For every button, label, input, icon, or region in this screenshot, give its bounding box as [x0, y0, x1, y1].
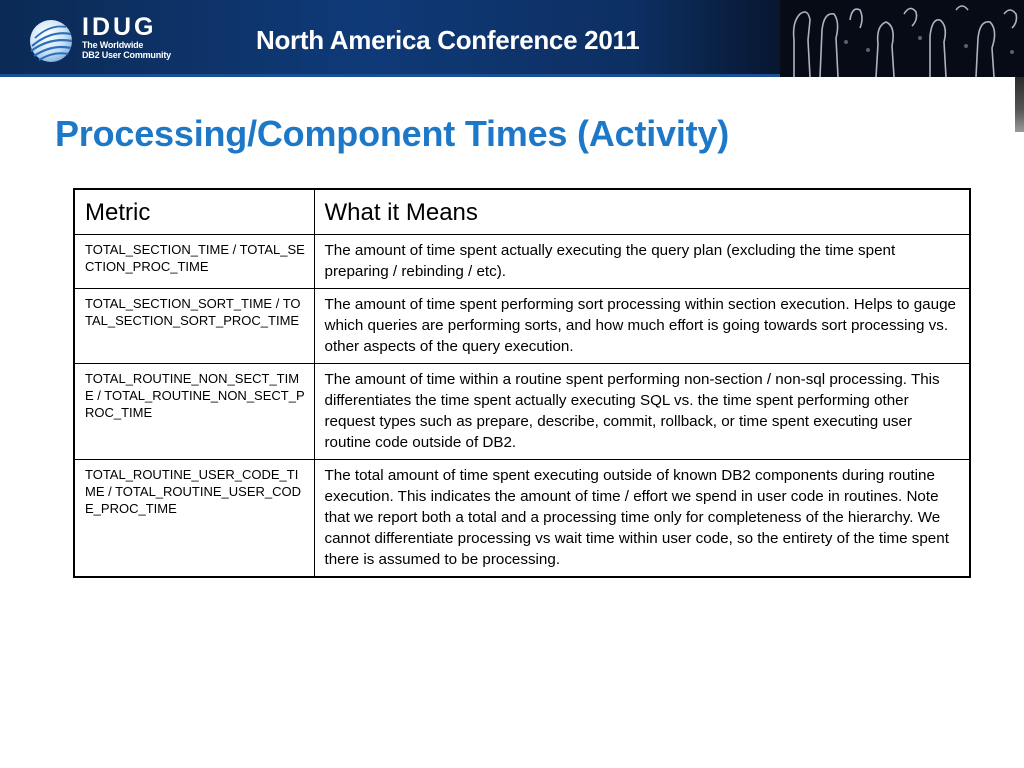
slide-title: Processing/Component Times (Activity): [55, 113, 730, 154]
table-row: [74, 289, 970, 364]
logo-tagline-line: The Worldwide: [82, 40, 144, 50]
meaning-cell: The amount of time spent actually executing the query plan (excluding the time spent preparing / rebinding / etc).: [314, 235, 970, 289]
header-banner: [0, 0, 1024, 77]
meaning-cell: The amount of time within a routine spent performing non-section / non-sql processing. This differentiates the time spent actually executing SQL vs. the time spent performing other request types such as prepare, describe, commit, rollback, or time spent executing user routine code outside of DB2.: [314, 364, 970, 460]
metric-cell: TOTAL_ROUTINE_NON_SECT_TIME / TOTAL_ROUTINE_NON_SECT_PROC_TIME: [74, 364, 314, 460]
side-decoration: [1015, 77, 1024, 132]
meaning-cell: The amount of time spent performing sort processing within section execution. Helps to gauge which queries are performing sorts, and how much effort is going towards sort processing vs. other aspects of the query execution.: [314, 289, 970, 364]
globe-icon: [26, 18, 76, 64]
crowd-silhouette-image: [780, 0, 1024, 77]
logo-text: [82, 14, 172, 66]
metric-cell: TOTAL_SECTION_TIME / TOTAL_SECTION_PROC_TIME: [74, 235, 314, 289]
column-header-metric: Metric: [74, 189, 314, 235]
table-header-row: [74, 189, 970, 235]
metrics-table: [73, 188, 971, 578]
column-header-meaning: What it Means: [314, 189, 970, 235]
idug-logo: [26, 14, 171, 66]
logo-tagline-line: DB2 User Community: [82, 50, 171, 60]
table-row: [74, 460, 970, 578]
metric-cell: TOTAL_ROUTINE_USER_CODE_TIME / TOTAL_ROUTINE_USER_CODE_PROC_TIME: [74, 460, 314, 578]
meaning-cell: The total amount of time spent executing outside of known DB2 components during routine execution. This indicates the amount of time / effort we spend in user code in routines. Note that we report both a total and a processing time only for completeness of the hierarchy. We cannot differentiate processing vs wait time within user code, so the entirety of the time spent there is assumed to be processing.: [314, 460, 970, 578]
metric-cell: TOTAL_SECTION_SORT_TIME / TOTAL_SECTION_SORT_PROC_TIME: [74, 289, 314, 364]
conference-title: North America Conference 2011: [256, 25, 640, 55]
logo-brand: IDUG: [82, 13, 157, 41]
table-row: [74, 364, 970, 460]
table-row: [74, 235, 970, 289]
